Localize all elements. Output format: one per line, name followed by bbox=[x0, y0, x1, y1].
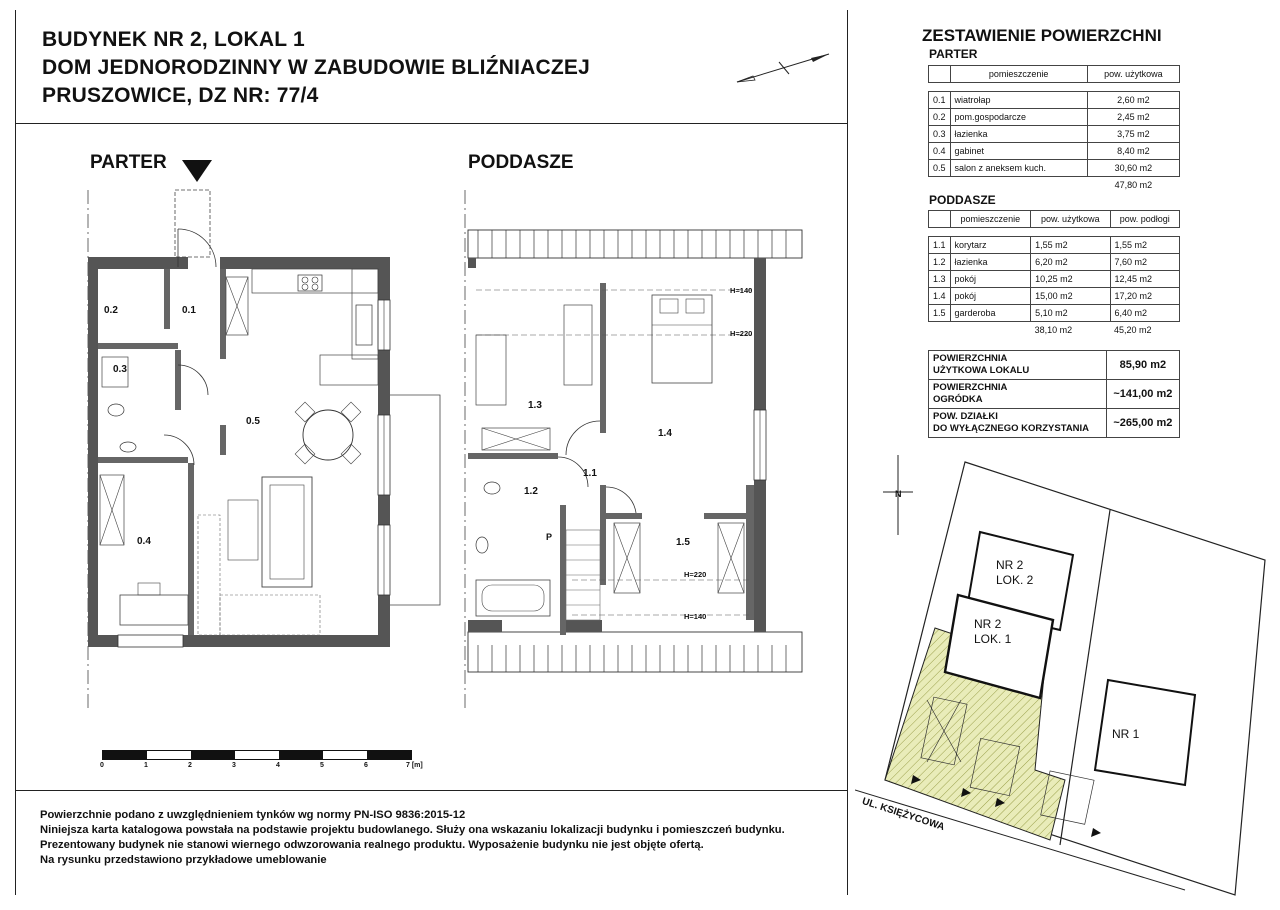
note-line-3: Prezentowany budynek nie stanowi wiernego odwzorowania realnego produktu. Wyposażenie budynku nie jest objęte ofertą. bbox=[40, 839, 704, 851]
table-row: POWIERZCHNIA UŻYTKOWA LOKALU 85,90 m2 bbox=[929, 351, 1180, 380]
parter-total: 47,80 m2 bbox=[1114, 180, 1153, 190]
frame-divider-vertical bbox=[847, 10, 848, 895]
scale-tick-6: 6 bbox=[364, 762, 368, 769]
scale-tick-7: 7 [m] bbox=[406, 762, 423, 769]
parter-table bbox=[928, 65, 1180, 193]
site-building-nr2-lok1: NR 2 LOK. 1 bbox=[974, 617, 1012, 646]
room-label-1-4: 1.4 bbox=[658, 428, 672, 439]
frame-divider-notes bbox=[15, 790, 847, 791]
table-row: 1.3 pokój 10,25 m2 12,45 m2 bbox=[929, 271, 1180, 288]
poddasze-table bbox=[928, 210, 1180, 338]
room-label-1-2: 1.2 bbox=[524, 486, 538, 497]
header-line-1: BUDYNEK NR 2, LOKAL 1 bbox=[42, 28, 305, 51]
scale-tick-0: 0 bbox=[100, 762, 104, 769]
table-row: 0.5 salon z aneksem kuch. 30,60 m2 bbox=[929, 160, 1180, 177]
room-label-0-4: 0.4 bbox=[137, 536, 151, 547]
scale-tick-2: 2 bbox=[188, 762, 192, 769]
table-row: 1.5 garderoba 5,10 m2 6,40 m2 bbox=[929, 305, 1180, 322]
header-line-3: PRUSZOWICE, DZ NR: 77/4 bbox=[42, 84, 319, 107]
room-label-0-3: 0.3 bbox=[113, 364, 127, 375]
entrance-arrow-icon bbox=[182, 160, 212, 184]
parter-col-area: pow. użytkowa bbox=[1087, 66, 1179, 83]
note-line-2: Niniejsza karta katalogowa powstała na podstawie projektu budowlanego. Służy ona wskazaniu lokalizacji budynku i pomieszczeń budynku. bbox=[40, 824, 785, 836]
room-label-p: P bbox=[546, 532, 553, 542]
scale-tick-5: 5 bbox=[320, 762, 324, 769]
site-plan bbox=[855, 450, 1270, 900]
scale-bar bbox=[102, 750, 412, 760]
site-building-nr1: NR 1 bbox=[1112, 727, 1140, 741]
ground-floor-title: PARTER bbox=[90, 152, 167, 173]
table-row: 0.2 pom.gospodarcze 2,45 m2 bbox=[929, 109, 1180, 126]
site-street-label: UL. KSIĘŻYCOWA bbox=[860, 796, 946, 834]
poddasze-col-name: pomieszczenie bbox=[950, 211, 1031, 228]
attic-floor-title: PODDASZE bbox=[468, 152, 574, 173]
room-label-0-1: 0.1 bbox=[182, 305, 196, 316]
table-row: 1.1 korytarz 1,55 m2 1,55 m2 bbox=[929, 237, 1180, 254]
parter-col-name: pomieszczenie bbox=[950, 66, 1087, 83]
parter-table-label: PARTER bbox=[929, 47, 978, 61]
poddasze-total-area: 38,10 m2 bbox=[1034, 325, 1073, 335]
height-mark-220-bottom: H=220 bbox=[684, 570, 707, 579]
table-row: 1.2 łazienka 6,20 m2 7,60 m2 bbox=[929, 254, 1180, 271]
poddasze-table-label: PODDASZE bbox=[929, 193, 996, 207]
note-line-1: Powierzchnie podano z uwzględnieniem tynków wg normy PN-ISO 9836:2015-12 bbox=[40, 809, 466, 821]
table-row: 0.3 łazienka 3,75 m2 bbox=[929, 126, 1180, 143]
notes-block bbox=[40, 808, 785, 868]
table-row: 0.1 wiatrołap 2,60 m2 bbox=[929, 92, 1180, 109]
site-north-label: N bbox=[895, 489, 902, 499]
poddasze-total-floor: 45,20 m2 bbox=[1114, 325, 1152, 335]
header-title-block bbox=[42, 26, 590, 110]
attic-floor-plan bbox=[462, 185, 812, 715]
room-label-0-5: 0.5 bbox=[246, 416, 260, 427]
room-label-1-5: 1.5 bbox=[676, 537, 690, 548]
table-row: 0.4 gabinet 8,40 m2 bbox=[929, 143, 1180, 160]
table-row: 1.4 pokój 15,00 m2 17,20 m2 bbox=[929, 288, 1180, 305]
scale-tick-3: 3 bbox=[232, 762, 236, 769]
room-label-1-1: 1.1 bbox=[583, 468, 597, 479]
frame-left-edge bbox=[15, 10, 16, 895]
header-line-2: DOM JEDNORODZINNY W ZABUDOWIE BLIŹNIACZEJ bbox=[42, 56, 590, 79]
scale-tick-1: 1 bbox=[144, 762, 148, 769]
room-label-1-3: 1.3 bbox=[528, 400, 542, 411]
poddasze-col-floor: pow. podłogi bbox=[1110, 211, 1179, 228]
height-mark-140-top: H=140 bbox=[730, 286, 753, 295]
height-mark-140-bottom: H=140 bbox=[684, 612, 707, 621]
poddasze-col-area: pow. użytkowa bbox=[1031, 211, 1110, 228]
table-row: POWIERZCHNIA OGRÓDKA ~141,00 m2 bbox=[929, 380, 1180, 409]
summary-title: ZESTAWIENIE POWIERZCHNI bbox=[922, 26, 1162, 45]
totals-table bbox=[928, 350, 1180, 438]
frame-divider-header bbox=[15, 123, 847, 124]
site-building-nr2-lok2: NR 2 LOK. 2 bbox=[996, 558, 1034, 587]
table-row: POW. DZIAŁKI DO WYŁĄCZNEGO KORZYSTANIA ~265,00 m2 bbox=[929, 409, 1180, 438]
note-line-4: Na rysunku przedstawiono przykładowe umeblowanie bbox=[40, 854, 327, 866]
room-label-0-2: 0.2 bbox=[104, 305, 118, 316]
scale-tick-4: 4 bbox=[276, 762, 280, 769]
compass-arrow-icon bbox=[733, 50, 833, 86]
ground-floor-plan bbox=[80, 185, 450, 715]
height-mark-220-top: H=220 bbox=[730, 329, 753, 338]
